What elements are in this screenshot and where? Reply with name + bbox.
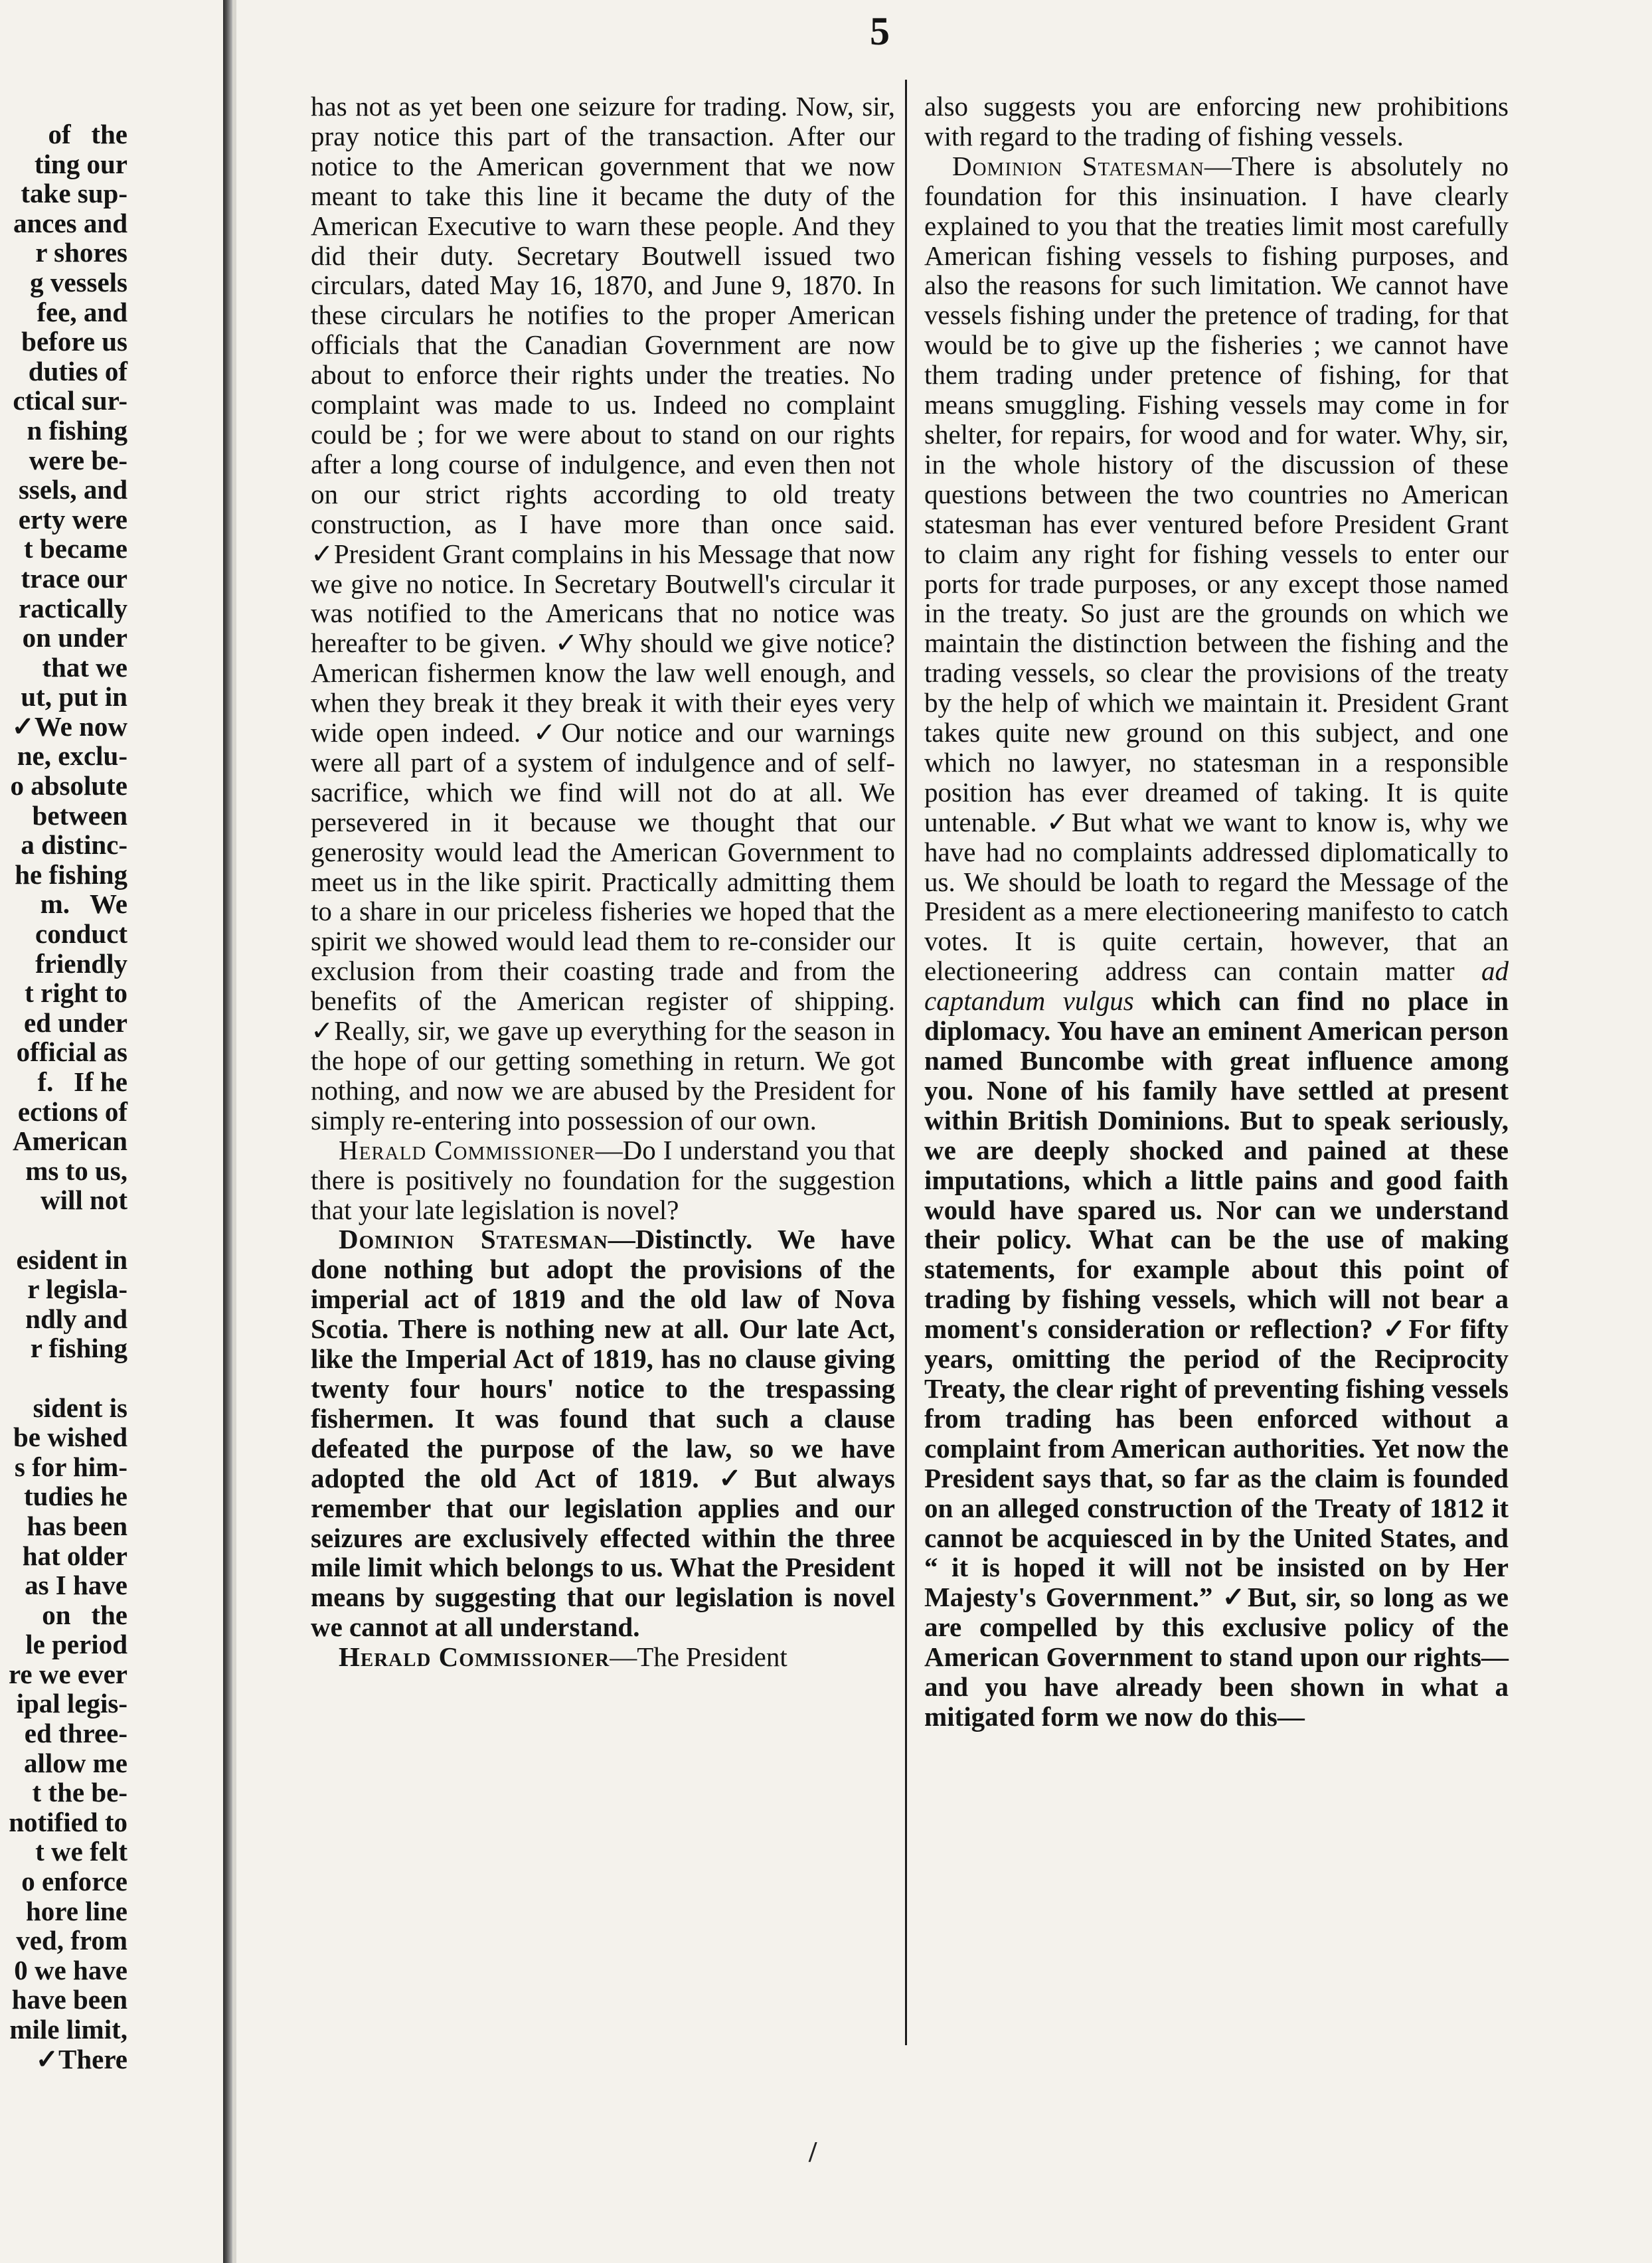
fragment-line: f. If he xyxy=(37,1066,127,1097)
fragment-line: hore line xyxy=(26,1895,127,1926)
fragment-line: ting our xyxy=(34,148,127,179)
fragment-line: r shores xyxy=(35,237,127,268)
latin-phrase: ad captandum vulgus xyxy=(924,956,1509,1017)
column-2-paragraph-2-text: —There is absolutely no foundation for this insinuation. I have clearly explained to you that the treaties limit most carefully American fishing vessels to fishing purposes, and also the reasons for such limitation. We cannot have vessels fishing under the pretence of trading, for that would be to give up the fisheries ; we cannot have them trading under pretence of fishing, for that means smuggling. Fishing vessels may come in for shelter, for repairs, for wood and for water. Why, sir, in the whole history of the discussion of these questions between the two countries no American statesman has ever ventured before President Grant to claim any right for fishing vessels to enter our ports for trade purposes, or any except those named in the treaty. So just are the grounds on which we maintain the distinction between the fishing and the trading vessels, so clear the provisions of the treaty by the help of which we maintain it. President Grant takes quite new ground on this subject, and one which no lawyer, no statesman in a responsible position has ever dreamed of taking. It is quite untenable. ✓But what we want to know is, why we have had no complaints addressed diplomatically to us. We should be loath to regard the Message of the President as a mere electioneering manifesto to catch votes. It is quite certain, however, that an electioneering address can contain matter xyxy=(924,150,1509,987)
fragment-line: t we felt xyxy=(35,1836,127,1867)
fragment-line: notified to xyxy=(9,1806,127,1837)
column-2-paragraph-1: also suggests you are enforcing new prohibitions with regard to the trading of fishing vessels. xyxy=(924,91,1509,151)
column-2-paragraph-2 xyxy=(924,151,1509,1732)
fragment-line: a distinc- xyxy=(21,829,127,861)
fragment-line: duties of xyxy=(28,355,127,386)
column-2-paragraph-2-text-b: which can find no place in diplomacy. You have an eminent American person named Buncombe with great influence among you. None of his family have settled at present within British Dominions. But to speak seriously, we are deeply shocked and pained at these imputations, which a little pains and good faith would have spared us. Nor can we understand their policy. What can be the use of making statements, for example about this point of trading by fishing vessels, which will not bear a moment's consideration or reflection? ✓For fifty years, omitting the period of the Reciprocity Treaty, the clear right of preventing fishing vessels from trading has been enforced without a complaint from American authorities. Yet now the President says that, so far as the claim is founded on an alleged construction of the Treaty of 1812 it cannot be acquiesced in by the United States, and “ it is hoped it will not be insisted on by Her Majesty's Government.” ✓But, sir, so long as we are compelled by this exclusive policy of the American Government to stand upon our rights—and you have already been shown in what a mitigated form we now do this— xyxy=(924,985,1509,1732)
fragment-line: esident in xyxy=(16,1244,127,1275)
fragment-line: have been xyxy=(11,1984,127,2015)
fragment-line: be wished xyxy=(13,1422,127,1453)
fragment-line: m. We xyxy=(40,888,127,920)
column-1-paragraph-3 xyxy=(311,1224,895,1642)
column-1-paragraph-4 xyxy=(311,1642,895,1672)
previous-page-fragment xyxy=(0,120,127,2074)
fragment-line: that we xyxy=(42,651,127,683)
fragment-line: take sup- xyxy=(21,178,127,209)
fragment-line: between xyxy=(32,799,127,831)
fragment-line: trace our xyxy=(21,562,127,594)
fragment-line: on the xyxy=(42,1599,127,1630)
fragment-line: ed three- xyxy=(24,1718,127,1749)
fragment-line: ut, put in xyxy=(21,681,127,712)
column-1-paragraph-2 xyxy=(311,1135,895,1225)
fragment-line: American xyxy=(12,1126,127,1157)
fragment-line: re we ever xyxy=(8,1658,127,1689)
fragment-line xyxy=(0,1215,127,1245)
fragment-line: hat older xyxy=(22,1540,127,1571)
fragment-line: fee, and xyxy=(37,296,127,327)
fragment-line: ✓We now xyxy=(11,711,127,742)
page-fold-shadow xyxy=(223,0,232,2263)
ink-mark: / xyxy=(809,2136,817,2168)
column-1-paragraph-1: has not as yet been one seizure for trading. Now, sir, pray notice this part of the transaction. After our notice to the American government that we now meant to take this line it became the duty of the American Executive to warn these people. And they did their duty. Secretary Boutwell issued two circulars, dated May 16, 1870, and June 9, 1870. In these circulars he notifies to the proper American officials that the Canadian Government are now about to enforce their rights under the treaties. No complaint was made to us. Indeed no complaint could be ; for we were about to stand on our rights after a long course of indulgence, and even then not on our strict rights according to old treaty construction, as I have more than once said. ✓President Grant complains in his Message that now we give no notice. In Secretary Boutwell's circular it was notified to the Americans that no notice was hereafter to be given. ✓Why should we give notice? American fishermen know the law well enough, and when they break it they break it with their eyes very wide open indeed. ✓Our notice and our warnings were all part of a system of indulgence and of self-sacrifice, which we find will not do at all. We persevered in it because we thought that our generosity would lead the American Government to meet us in the like spirit. Practically admitting them to a share in our priceless fisheries we hoped that the spirit we showed would lead them to re-consider our exclusion from their coasting trade and from the benefits of the American register of shipping. ✓Really, sir, we gave up everything for the season in the hope of our getting something in return. We got nothing, and now we are abused by the President for simply re-entering into possession of our own. xyxy=(311,91,895,1135)
fragment-line: ne, exclu- xyxy=(17,740,127,772)
fragment-line: allow me xyxy=(24,1747,127,1778)
fragment-line: t right to xyxy=(25,977,127,1009)
fragment-line: le period xyxy=(25,1629,127,1660)
fragment-line: ractically xyxy=(19,592,127,624)
fragment-line: tudies he xyxy=(23,1481,127,1512)
fragment-line: were be- xyxy=(29,444,127,475)
fragment-line: as I have xyxy=(25,1570,127,1601)
fragment-line: official as xyxy=(16,1037,127,1068)
fragment-line: ed under xyxy=(23,1007,127,1038)
fragment-line: r legisla- xyxy=(27,1274,127,1305)
fragment-line: conduct xyxy=(35,918,127,950)
fragment-line: ndly and xyxy=(25,1303,127,1334)
fragment-line: ctical sur- xyxy=(13,385,127,416)
fragment-line: on under xyxy=(22,622,127,653)
fragment-line: erty were xyxy=(18,503,127,535)
fragment-line: r fishing xyxy=(30,1333,127,1364)
fragment-line: ances and xyxy=(13,207,127,238)
fragment-line: t became xyxy=(24,533,127,564)
fragment-line: ipal legis- xyxy=(16,1688,127,1719)
fragment-line: o absolute xyxy=(10,770,127,801)
fragment-line xyxy=(0,1363,127,1393)
page-fold-edge xyxy=(232,0,236,2263)
fragment-line: ✓There xyxy=(35,2043,127,2074)
fragment-line: of the xyxy=(48,119,127,149)
speaker-dominion-statesman-2: Dominion Statesman xyxy=(952,150,1204,181)
fragment-line: ved, from xyxy=(16,1925,127,1956)
column-rule xyxy=(905,80,907,2045)
column-1-paragraph-3-text: —Distinctly. We have done nothing but adopt the provisions of the imperial act of 1819 and the old law of Nova Scotia. There is nothing new at all. Our late Act, like the Imperial Act of 1819, has no clause giving twenty four hours' notice to the trespassing fishermen. It was found that such a clause defeated the purpose of the law, so we have adopted the old Act of 1819. ✓But always remember that our legislation applies and our seizures are exclusively effected within the three mile limit which belongs to us. What the President means by suggesting that our legislation is novel we cannot at all understand. xyxy=(311,1224,896,1643)
fragment-line: before us xyxy=(21,326,127,357)
column-1-paragraph-2-text: —Do I understand you that there is positively no foundation for the suggestion that your late legislation is novel? xyxy=(311,1134,895,1225)
fragment-line: n fishing xyxy=(27,414,127,446)
fragment-line: o enforce xyxy=(21,1866,127,1897)
page-number: 5 xyxy=(870,9,890,53)
column-2 xyxy=(924,92,1509,1732)
fragment-line: has been xyxy=(27,1510,127,1541)
speaker-dominion-statesman: Dominion Statesman xyxy=(339,1224,608,1255)
fragment-line: ms to us, xyxy=(25,1155,127,1186)
fragment-line: s for him- xyxy=(14,1451,127,1482)
fragment-line: mile limit, xyxy=(9,2014,127,2045)
column-1-paragraph-4-text: —The President xyxy=(610,1641,787,1673)
fragment-line: 0 we have xyxy=(14,1954,127,1985)
fragment-line: will not xyxy=(41,1185,127,1216)
fragment-line: he fishing xyxy=(15,859,127,890)
fragment-line: ssels, and xyxy=(18,474,127,505)
speaker-herald-commissioner-2: Herald Commissioner xyxy=(339,1641,610,1673)
column-1 xyxy=(311,92,895,1672)
speaker-herald-commissioner: Herald Commissioner xyxy=(339,1134,596,1165)
fragment-line: g vessels xyxy=(30,266,127,297)
fragment-line: friendly xyxy=(35,948,127,979)
fragment-line: ections of xyxy=(17,1096,127,1127)
fragment-line: sident is xyxy=(33,1392,127,1423)
fragment-line: t the be- xyxy=(32,1777,127,1808)
